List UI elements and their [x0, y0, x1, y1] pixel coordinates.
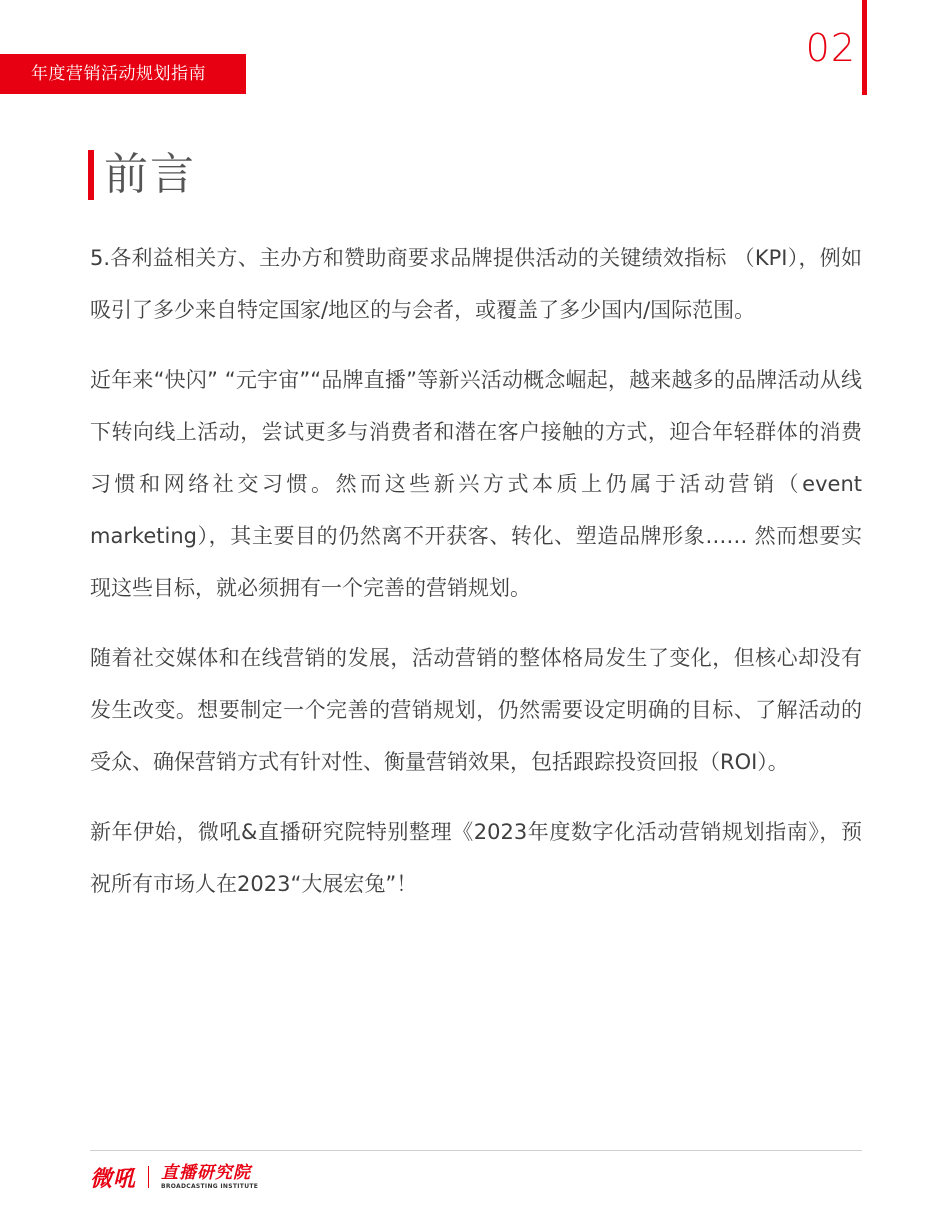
- institute-logo-cn: 直播研究院: [161, 1163, 252, 1183]
- paragraph-trends: 近年来“快闪” “元宇宙”“品牌直播”等新兴活动概念崛起，越来越多的品牌活动从线下转向线上活动，尝试更多与消费者和潜在客户接触的方式，迎合年轻群体的消费习惯和网络社交习惯。然而这些新兴方式本质上仍属于活动营销（event marketing），其主要目的仍然离不开获客、转化、塑造品牌形象…… 然而想要实现这些目标，就必须拥有一个完善的营销规划。: [90, 368, 862, 600]
- paragraph-core: 随着社交媒体和在线营销的发展，活动营销的整体格局发生了变化，但核心却没有发生改变。想要制定一个完善的营销规划，仍然需要设定明确的目标、了解活动的受众、确保营销方式有针对性、衡量营销效果，包括跟踪投资回报（ROI）。: [90, 646, 862, 774]
- institute-logo: [161, 1163, 258, 1191]
- footer-logo: [90, 1160, 258, 1194]
- document-header-tag: 年度营销活动规划指南: [0, 54, 246, 94]
- section-heading: [88, 148, 196, 202]
- paragraph-greeting: 新年伊始，微吼&直播研究院特别整理《2023年度数字化活动营销规划指南》，预祝所有市场人在2023“大展宏兔”！: [90, 820, 862, 896]
- weihou-logo: 微吼: [90, 1166, 137, 1192]
- body-text: [90, 232, 862, 928]
- page-number: 02: [805, 26, 856, 70]
- footer-divider: [90, 1150, 862, 1151]
- page-edge-bar: [862, 0, 867, 95]
- section-title: 前言: [104, 149, 196, 200]
- institute-logo-en: BROADCASTING INSTITUTE: [161, 1183, 259, 1190]
- logo-divider: [148, 1166, 149, 1188]
- paragraph-kpi: 5.各利益相关方、主办方和赞助商要求品牌提供活动的关键绩效指标 （KPI），例如吸引了多少来自特定国家/地区的与会者，或覆盖了多少国内/国际范围。: [90, 246, 862, 322]
- heading-accent-bar: [88, 150, 94, 200]
